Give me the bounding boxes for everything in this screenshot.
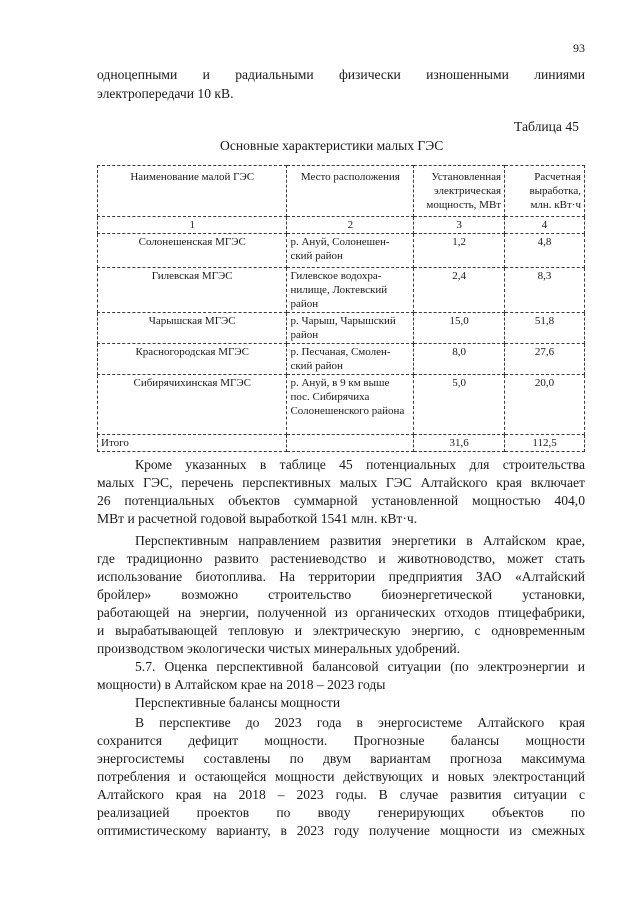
table-header: Установленная электрическая мощность, МВт xyxy=(414,166,505,217)
plant-output: 27,6 xyxy=(505,344,585,375)
column-number: 3 xyxy=(414,217,505,234)
column-number: 4 xyxy=(505,217,585,234)
text-line: потребления и остающейся мощности действующих и новых электростанций xyxy=(97,769,585,784)
text-line: работающей на энергии, полученной из органических отходов птицефабрики, xyxy=(97,605,585,620)
plant-power: 15,0 xyxy=(414,313,505,344)
table-row xyxy=(98,234,585,268)
text-line: сохранится дефицит мощности. Прогнозные балансы мощности xyxy=(97,733,585,748)
section-heading: 5.7. Оценка перспективной балансовой ситуации (по электроэнергии и xyxy=(135,659,585,674)
table-header: Место расположения xyxy=(287,166,414,217)
table-label: Таблица 45 xyxy=(514,119,579,134)
text-line: бройлер» возможно строительство биоэнергетической установки, xyxy=(97,587,585,602)
plant-power: 2,4 xyxy=(414,268,505,313)
table-row xyxy=(98,344,585,375)
text-line: 26 потенциальных объектов суммарной установленной мощностью 404,0 xyxy=(97,493,585,508)
plant-name: Чарышская МГЭС xyxy=(98,313,287,344)
total-empty-cell xyxy=(287,435,414,452)
table-header: Наименование малой ГЭС xyxy=(98,166,287,217)
total-label: Итого xyxy=(98,435,287,452)
plant-location: р. Ануй, в 9 км выше пос. Сибирячиха Солонешенского района xyxy=(287,375,414,435)
text-line: Перспективным направлением развития энергетики в Алтайском крае, xyxy=(135,533,585,548)
plant-name: Красногородская МГЭС xyxy=(98,344,287,375)
plant-output: 51,8 xyxy=(505,313,585,344)
plant-name: Сибирячихинская МГЭС xyxy=(98,375,287,435)
plant-location: р. Песчаная, Смолен-ский район xyxy=(287,344,414,375)
text-line: энергосистемы составлены по двум вариантам прогноза максимума xyxy=(97,751,585,766)
text-line: Кроме указанных в таблице 45 потенциальных для строительства xyxy=(135,457,585,472)
table-row xyxy=(98,268,585,313)
table-header: Расчетная выработка, млн. кВт·ч xyxy=(505,166,585,217)
plant-power: 5,0 xyxy=(414,375,505,435)
text-line: Алтайского края на 2018 – 2023 годы. В случае развития ситуации с xyxy=(97,787,585,802)
plant-output: 20,0 xyxy=(505,375,585,435)
plant-location: Гилевское водохра-нилище, Локтевский район xyxy=(287,268,414,313)
total-power: 31,6 xyxy=(414,435,505,452)
page-number: 93 xyxy=(573,41,585,55)
text-line: где традиционно развито растениеводство и животноводство, может стать xyxy=(97,551,585,566)
table-total-row xyxy=(98,435,585,452)
plant-power: 8,0 xyxy=(414,344,505,375)
subsection-heading: Перспективные балансы мощности xyxy=(135,695,341,710)
plant-name: Солонешенская МГЭС xyxy=(98,234,287,268)
text-line: МВт и расчетной годовой выработкой 1541 млн. кВт·ч. xyxy=(97,511,418,526)
section-heading: мощности) в Алтайском крае на 2018 – 2023 годы xyxy=(97,677,386,692)
text-line: производством экологически чистых минеральных удобрений. xyxy=(97,641,461,656)
text-line: малых ГЭС, перечень перспективных малых ГЭС Алтайского края включает xyxy=(97,475,585,490)
total-output: 112,5 xyxy=(505,435,585,452)
text-line: оптимистическому варианту, в 2023 году получение мощности из смежных xyxy=(97,823,585,838)
table-row xyxy=(98,313,585,344)
plant-name: Гилевская МГЭС xyxy=(98,268,287,313)
plant-output: 4,8 xyxy=(505,234,585,268)
table-row xyxy=(98,375,585,435)
plant-output: 8,3 xyxy=(505,268,585,313)
plant-location: р. Чарыш, Чарышский район xyxy=(287,313,414,344)
plant-location: р. Ануй, Солонешен-ский район xyxy=(287,234,414,268)
column-number: 2 xyxy=(287,217,414,234)
plant-power: 1,2 xyxy=(414,234,505,268)
column-number: 1 xyxy=(98,217,287,234)
hydro-plants-table xyxy=(97,165,585,452)
table-title: Основные характеристики малых ГЭС xyxy=(220,138,444,153)
text-line: В перспективе до 2023 года в энергосистеме Алтайского края xyxy=(135,715,585,730)
text-line: одноцепными и радиальными физически изношенными линиями xyxy=(97,67,585,82)
text-line: реализацией проектов по вводу генерирующих объектов по xyxy=(97,805,585,820)
text-line: электропередачи 10 кВ. xyxy=(97,86,234,101)
text-line: и вырабатывающей тепловую и электрическую энергию, с одновременным xyxy=(97,623,585,638)
text-line: использование биотоплива. На территории предприятия ЗАО «Алтайский xyxy=(97,569,585,584)
